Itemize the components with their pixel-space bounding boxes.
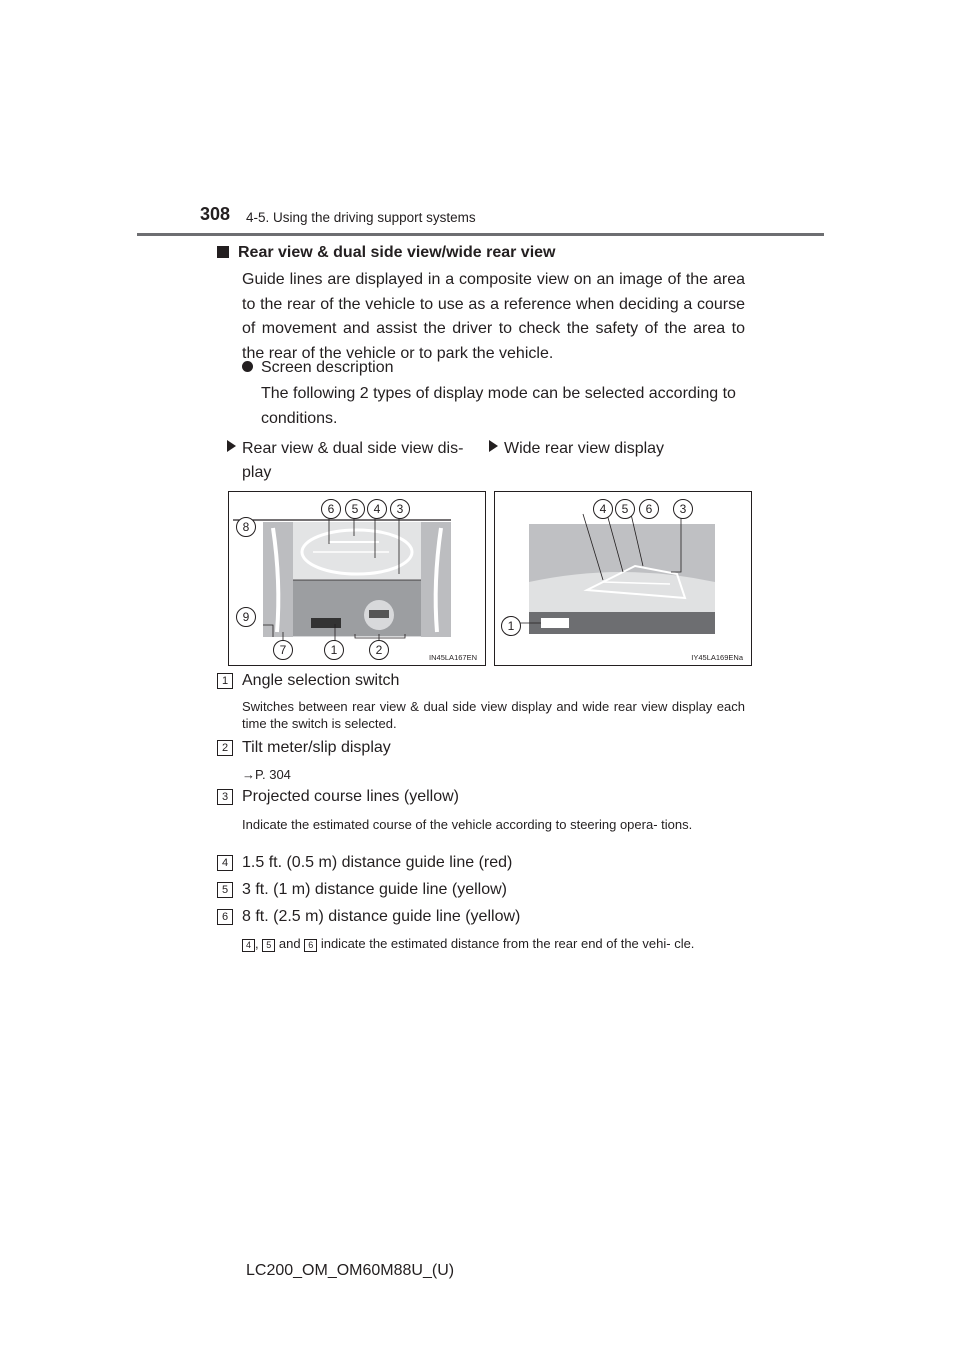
item-title: Tilt meter/slip display [242,739,391,756]
figure-rear-dual-view [228,491,486,666]
item-number: 1 [217,673,233,689]
item-2-desc: →P. 304 [242,767,291,782]
bullet-text: The following 2 types of display mode can be selected according to conditions. [261,385,736,427]
callout-5: 5 [615,499,635,519]
mode-left-line1: Rear view & dual side view dis- [242,440,464,457]
sub-heading [217,244,555,262]
item-number: 5 [217,882,233,898]
square-bullet-icon [217,246,229,258]
item-number: 3 [217,789,233,805]
callout-6: 6 [321,499,341,519]
item-number: 6 [217,909,233,925]
header-divider [137,233,824,236]
item-title: 3 ft. (1 m) distance guide line (yellow) [242,881,507,898]
mode-left-line2: play [242,464,272,481]
item-title: 1.5 ft. (0.5 m) distance guide line (red) [242,854,513,871]
callout-4: 4 [593,499,613,519]
item-title: Projected course lines (yellow) [242,788,459,805]
item-title: 8 ft. (2.5 m) distance guide line (yellow) [242,908,521,925]
item-number: 2 [217,740,233,756]
figure-wide-rear-view [494,491,752,666]
callout-9: 9 [236,607,256,627]
note-ref-4: 4 [242,939,255,952]
triangle-bullet-icon [227,440,236,452]
item-1 [217,672,399,690]
note-separator: , [255,936,259,951]
intro-paragraph: Guide lines are displayed in a composite view on an image of the area to the rear of the vehicle to use as a reference when deciding a course of movement and assist the driver to check the safety of the area to the rear of the vehicle or to park the vehicle. [242,271,745,362]
note-ref-6: 6 [304,939,317,952]
figure-code: IY45LA169ENa [691,653,743,662]
bullet-title: Screen description [261,359,394,376]
bullet-heading [242,359,394,377]
item-6 [217,908,520,926]
callout-3: 3 [390,499,410,519]
callout-1: 1 [324,640,344,660]
distance-note [242,936,745,953]
item-1-desc: Switches between rear view & dual side view display and wide rear view display each time the switch is selected. [242,699,745,731]
item-3-desc: Indicate the estimated course of the vehicle according to steering opera- tions. [242,817,693,832]
page-number: 308 [200,204,231,224]
item-number: 4 [217,855,233,871]
callout-7: 7 [273,640,293,660]
note-text: indicate the estimated distance from the rear end of the vehi- cle. [320,936,695,951]
mode-right-label: Wide rear view display [504,440,665,457]
callout-5: 5 [345,499,365,519]
footer-doc-code: LC200_OM_OM60M88U_(U) [246,1262,455,1279]
figure-code: IN45LA167EN [429,653,477,662]
item-4 [217,854,512,872]
sub-heading-text: Rear view & dual side view/wide rear view [238,244,556,261]
mode-rear-dual [227,437,482,485]
callout-6: 6 [639,499,659,519]
callout-1: 1 [501,616,521,636]
item-5 [217,881,507,899]
callout-2: 2 [369,640,389,660]
mode-wide-rear [489,437,749,461]
item-3 [217,788,459,806]
item-title: Angle selection switch [242,672,400,689]
section-title: 4-5. Using the driving support systems [246,210,476,225]
callout-3: 3 [673,499,693,519]
note-ref-5: 5 [262,939,275,952]
callout-4: 4 [367,499,387,519]
note-and: and [278,936,301,951]
triangle-bullet-icon [489,440,498,452]
item-2 [217,739,391,757]
callout-8: 8 [236,517,256,537]
circle-bullet-icon [242,361,253,372]
